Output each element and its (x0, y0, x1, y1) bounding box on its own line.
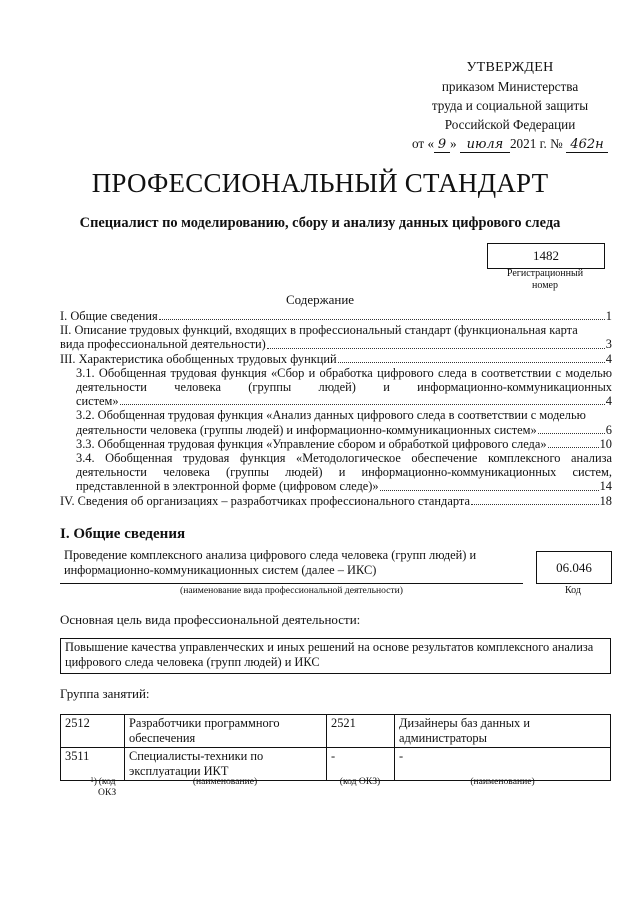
toc-item-text-first-line: II. Описание трудовых функций, входящих в профессиональный стандарт (функциональная карта (60, 323, 578, 338)
document-title: ПРОФЕССИОНАЛЬНЫЙ СТАНДАРТ (91, 168, 549, 198)
toc-item-text: вида профессиональной деятельности) (60, 337, 266, 352)
okz-code-caption: (код ОКЗ $^1$ ) (90, 776, 117, 798)
occupation-name-cell: Специалисты-техники по эксплуатации ИКТ (125, 748, 327, 781)
table-row (61, 715, 611, 748)
occupation-name-cell: Разработчики программного обеспечения (125, 715, 327, 748)
activity-name: Проведение комплексного анализа цифрового следа человека (групп людей) и информационно-коммуникационных систем (далее – ИКС) (60, 548, 523, 584)
approval-line-3: Российской Федерации (444, 117, 576, 132)
toc-dot-leader (471, 504, 599, 505)
toc-item-last-line (60, 337, 612, 351)
occupation-name-cell: - (395, 748, 611, 781)
toc-dot-leader (380, 490, 599, 491)
toc-item-text: I. Общие сведения (60, 309, 158, 323)
toc-dot-leader (538, 433, 605, 434)
toc-item-text: деятельности человека (группы людей) и информационно-коммуникационных систем» (76, 422, 537, 437)
toc-item-text: представленной в электронной форме (цифровом следе)» (76, 479, 379, 494)
date-year: 2021 г. № (509, 136, 563, 151)
name-caption: (наименование) (192, 776, 258, 787)
toc-item-page: 6 (605, 422, 612, 437)
toc-item[interactable] (60, 309, 612, 323)
toc-item-text-first-line: 3.2. Обобщенная трудовая функция «Анализ данных цифрового следа в соответствии с моделью (76, 408, 586, 423)
toc-item-text: систем» (76, 394, 119, 409)
toc-item[interactable] (60, 323, 612, 351)
toc-item-page: 14 (599, 479, 612, 494)
name-caption: (наименование) (470, 776, 535, 787)
toc-item[interactable] (60, 352, 612, 366)
toc-dot-leader (338, 362, 605, 363)
approval-date-line (395, 134, 625, 153)
toc-item-page: 3 (605, 337, 612, 352)
registration-label-line-1: Регистрационный (506, 268, 584, 279)
section-heading: I. Общие сведения (60, 526, 186, 542)
toc-item-text: 3.3. Обобщенная трудовая функция «Управление сбором и обработкой цифрового следа» (76, 436, 547, 451)
document-subtitle: Специалист по моделированию, сбору и анализу данных цифрового следа (79, 215, 561, 231)
handwritten-day: 9 (434, 138, 450, 153)
registration-number-label (487, 268, 603, 292)
toc-item-text-first-lines: 3.1. Обобщенная трудовая функция «Сбор и обработка цифрового следа в соответствии с моделью деятельности человека (группы людей) и информационно-коммуникационных (76, 365, 612, 395)
toc-item-page: 10 (599, 436, 612, 451)
date-prefix: от « (411, 136, 435, 151)
activity-caption: (наименование вида профессиональной деятельности) (180, 585, 403, 596)
toc-dot-leader (120, 404, 605, 405)
toc-item-text: III. Характеристика обобщенных трудовых функций (60, 351, 337, 366)
okz-code-cell: 3511 (61, 748, 125, 781)
toc-item-last-line (76, 479, 612, 493)
approval-line-2: труда и социальной защиты (431, 98, 589, 113)
date-mid: » (450, 136, 457, 151)
toc-item-text-first-lines: 3.4. Обобщенная трудовая функция «Методологическое обеспечение комплексного анализа деятельности человека (группы людей) и информационно-коммуникационных систем, (76, 451, 612, 480)
goal-label: Основная цель вида профессиональной деятельности: (60, 612, 361, 627)
toc-item[interactable] (60, 366, 612, 409)
activity-code-caption: Код (565, 585, 581, 596)
toc-item[interactable] (60, 451, 612, 494)
toc-item-page: 4 (605, 394, 612, 409)
occupation-name-cell: Дизайнеры баз данных и администраторы (395, 715, 611, 748)
approval-heading: УТВЕРЖДЕН (466, 60, 554, 75)
okz-code-cell: 2521 (327, 715, 395, 748)
okz-code-caption: (код ОКЗ) (339, 776, 381, 787)
registration-number-box: 1482 (487, 243, 605, 269)
group-label: Группа занятий: (60, 686, 150, 701)
toc-dot-leader (548, 447, 599, 448)
toc-heading: Содержание (285, 292, 355, 307)
toc-item[interactable] (60, 437, 612, 451)
toc-item-page: 4 (605, 351, 612, 366)
registration-label-line-2: номер (532, 280, 558, 291)
toc-item-last-line (76, 423, 612, 437)
toc-item[interactable] (60, 408, 612, 436)
approval-line-1: приказом Министерства (441, 79, 579, 94)
toc-item-page: 18 (599, 493, 612, 508)
handwritten-order-number: 462н (566, 138, 608, 153)
handwritten-month: июля (460, 138, 510, 153)
okz-code-cell: 2512 (61, 715, 125, 748)
activity-code-box: 06.046 (536, 551, 612, 584)
approval-block (395, 58, 625, 153)
toc-item-text: IV. Сведения об организациях – разработчиках профессионального стандарта (60, 493, 470, 508)
toc-item-page: 1 (605, 309, 612, 323)
toc-dot-leader (267, 348, 605, 349)
toc-item[interactable] (60, 494, 612, 508)
toc-item-last-line (76, 394, 612, 408)
goal-text-box: Повышение качества управленческих и иных решений на основе результатов комплексного анализа цифрового следа человека (групп людей) и ИКС (60, 638, 611, 674)
occupation-groups-table (60, 714, 611, 781)
table-of-contents (60, 309, 612, 508)
okz-code-cell: - (327, 748, 395, 781)
toc-dot-leader (159, 319, 605, 320)
